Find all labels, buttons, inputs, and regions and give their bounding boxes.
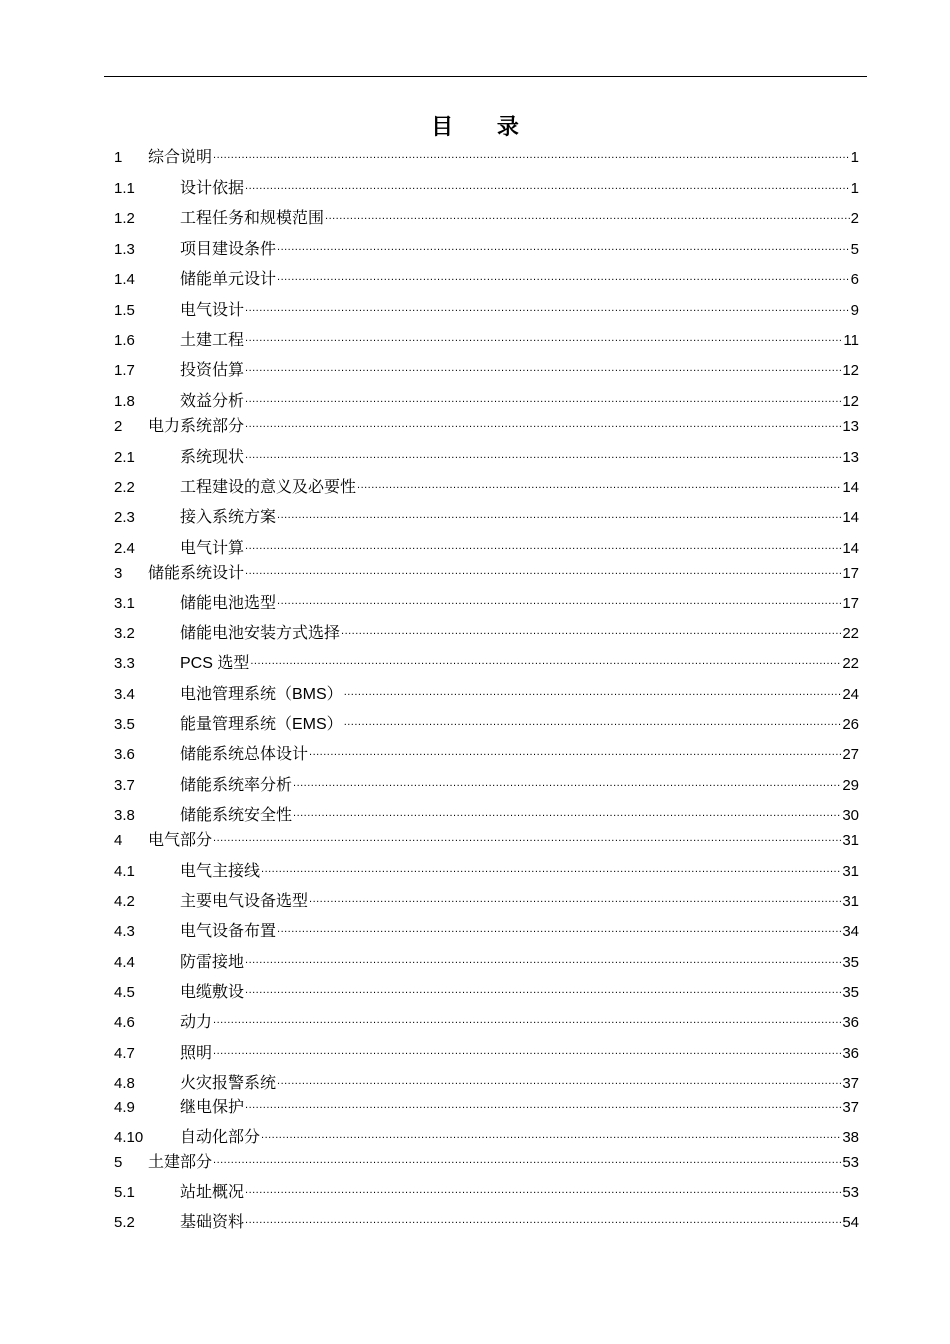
toc-dot-leader <box>245 561 841 581</box>
toc-entry-page: 22 <box>842 655 859 672</box>
header-rule <box>104 76 867 77</box>
toc-entry-page: 37 <box>842 1099 859 1116</box>
toc-entry-title: 效益分析 <box>180 393 245 410</box>
toc-entry-title: 主要电气设备选型 <box>180 893 309 910</box>
toc-entry-title: 电气主接线 <box>180 863 261 880</box>
toc-entry-page: 36 <box>842 1045 859 1062</box>
toc-entry[interactable] <box>114 920 859 942</box>
toc-entry-page: 22 <box>842 625 859 642</box>
toc-entry-number: 1.2 <box>114 210 135 227</box>
toc-entry-title: 土建部分 <box>148 1154 213 1171</box>
toc-entry-title: 电气设备布置 <box>180 923 277 940</box>
toc-entry-number: 3.1 <box>114 595 135 612</box>
toc-entry-page: 29 <box>842 777 859 794</box>
toc-entry-title: 电气计算 <box>180 540 245 557</box>
toc-dot-leader <box>245 298 850 318</box>
toc-entry-title: 储能系统率分析 <box>180 777 293 794</box>
toc-dot-leader <box>245 1210 841 1230</box>
toc-dot-leader <box>261 1125 841 1145</box>
toc-entry[interactable] <box>114 359 859 381</box>
toc-entry[interactable] <box>114 652 859 674</box>
toc-entry[interactable] <box>114 951 859 973</box>
toc-entry-page: 1 <box>850 149 859 166</box>
toc-entry-page: 53 <box>842 1184 859 1201</box>
toc-entry-title: 基础资料 <box>180 1214 245 1231</box>
toc-entry-number: 3.3 <box>114 655 135 672</box>
toc-entry-title: 系统现状 <box>180 449 245 466</box>
toc-entry[interactable] <box>114 446 859 468</box>
toc-entry-page: 31 <box>842 863 859 880</box>
toc-entry-number: 3 <box>114 565 123 582</box>
toc-entry-title: 接入系统方案 <box>180 509 277 526</box>
toc-entry-number: 5.1 <box>114 1184 135 1201</box>
toc-entry[interactable] <box>114 146 859 168</box>
toc-entry-page: 36 <box>842 1014 859 1031</box>
toc-entry-page: 37 <box>842 1075 859 1092</box>
toc-entry-title: 电力系统部分 <box>148 418 245 435</box>
toc-dot-leader <box>277 591 841 611</box>
toc-entry-page: 2 <box>850 210 859 227</box>
toc-entry-page: 5 <box>850 241 859 258</box>
toc-entry-title: PCS 选型 <box>180 655 250 672</box>
toc-dot-leader <box>245 1095 841 1115</box>
toc-dot-leader <box>277 1071 841 1091</box>
toc-entry-number: 2.2 <box>114 479 135 496</box>
toc-entry[interactable] <box>114 1042 859 1064</box>
toc-entry-title: 站址概况 <box>180 1184 245 1201</box>
toc-entry-number: 3.7 <box>114 777 135 794</box>
toc-entry[interactable] <box>114 177 859 199</box>
toc-entry-page: 34 <box>842 923 859 940</box>
toc-dot-leader <box>245 358 841 378</box>
toc-entry[interactable] <box>114 299 859 321</box>
toc-dot-leader <box>293 773 841 793</box>
toc-entry-page: 14 <box>842 509 859 526</box>
toc-dot-leader <box>245 445 841 465</box>
toc-dot-leader <box>325 206 850 226</box>
toc-entry[interactable] <box>114 622 859 644</box>
toc-entry-number: 2.3 <box>114 509 135 526</box>
toc-entry[interactable] <box>114 506 859 528</box>
toc-entry-number: 1.7 <box>114 362 135 379</box>
toc-entry[interactable] <box>114 981 859 1003</box>
toc-entry-number: 5.2 <box>114 1214 135 1231</box>
toc-dot-leader <box>357 475 841 495</box>
toc-entry-page: 26 <box>842 716 859 733</box>
toc-dot-leader <box>213 1010 841 1030</box>
toc-entry[interactable] <box>114 683 859 705</box>
toc-entry-page: 38 <box>842 1129 859 1146</box>
toc-entry-page: 13 <box>842 418 859 435</box>
toc-dot-leader <box>245 950 841 970</box>
toc-entry-number: 1.3 <box>114 241 135 258</box>
toc-dot-leader <box>250 651 841 671</box>
toc-entry-title: 继电保护 <box>180 1099 245 1116</box>
toc-entry-number: 1 <box>114 149 123 166</box>
toc-entry-title: 综合说明 <box>148 149 213 166</box>
toc-entry[interactable] <box>114 774 859 796</box>
toc-entry[interactable] <box>114 1072 859 1094</box>
toc-entry-title: 工程建设的意义及必要性 <box>180 479 357 496</box>
toc-entry-number: 2.1 <box>114 449 135 466</box>
toc-entry-number: 3.4 <box>114 686 135 703</box>
toc-entry-page: 12 <box>842 393 859 410</box>
toc-entry[interactable] <box>114 829 859 851</box>
toc-dot-leader <box>245 1180 841 1200</box>
toc-entry-page: 13 <box>842 449 859 466</box>
toc-entry-title: 火灾报警系统 <box>180 1075 277 1092</box>
toc-entry-title: 设计依据 <box>180 180 245 197</box>
toc-entry-title: 自动化部分 <box>180 1129 261 1146</box>
toc-entry-number: 4.3 <box>114 923 135 940</box>
toc-entry-page: 12 <box>842 362 859 379</box>
toc-entry-page: 54 <box>842 1214 859 1231</box>
toc-dot-leader <box>309 889 841 909</box>
toc-entry-page: 27 <box>842 746 859 763</box>
toc-entry-number: 5 <box>114 1154 123 1171</box>
toc-entry-number: 3.5 <box>114 716 135 733</box>
toc-dot-leader <box>245 328 842 348</box>
toc-entry[interactable] <box>114 592 859 614</box>
toc-entry-title: 电气设计 <box>180 302 245 319</box>
toc-entry-number: 4.7 <box>114 1045 135 1062</box>
toc-entry-title: 储能电池安装方式选择 <box>180 625 341 642</box>
toc-title: 目 录 <box>431 115 537 140</box>
toc-dot-leader <box>344 682 842 702</box>
toc-entry-title: 能量管理系统（EMS） <box>180 716 343 733</box>
toc-entry-number: 2.4 <box>114 540 135 557</box>
toc-dot-leader <box>293 803 841 823</box>
toc-entry-page: 17 <box>842 565 859 582</box>
toc-entry-title: 工程任务和规模范围 <box>180 210 325 227</box>
toc-dot-leader <box>341 621 841 641</box>
toc-entry[interactable] <box>114 238 859 260</box>
toc-entry[interactable] <box>114 329 859 351</box>
toc-entry-title: 防雷接地 <box>180 954 245 971</box>
toc-dot-leader <box>245 389 841 409</box>
toc-entry-title: 储能单元设计 <box>180 271 277 288</box>
toc-entry-page: 11 <box>843 332 859 349</box>
toc-entry-page: 53 <box>842 1154 859 1171</box>
toc-entry-number: 3.6 <box>114 746 135 763</box>
toc-entry-page: 35 <box>842 984 859 1001</box>
toc-entry-number: 3.8 <box>114 807 135 824</box>
toc-entry[interactable] <box>114 537 859 559</box>
toc-dot-leader <box>277 505 841 525</box>
toc-entry-page: 9 <box>850 302 859 319</box>
toc-dot-leader <box>245 980 841 1000</box>
toc-dot-leader <box>344 712 842 732</box>
toc-entry-title: 储能电池选型 <box>180 595 277 612</box>
toc-entry-number: 4.9 <box>114 1099 135 1116</box>
toc-entry[interactable] <box>114 860 859 882</box>
toc-dot-leader <box>213 1041 841 1061</box>
toc-dot-leader <box>245 536 841 556</box>
toc-entry[interactable] <box>114 1151 859 1173</box>
toc-entry-page: 14 <box>842 540 859 557</box>
toc-entry[interactable] <box>114 1211 859 1233</box>
toc-entry-page: 30 <box>842 807 859 824</box>
toc-entry[interactable] <box>114 804 859 826</box>
toc-entry-title: 电气部分 <box>148 832 213 849</box>
toc-entry[interactable] <box>114 743 859 765</box>
toc-entry-number: 4 <box>114 832 123 849</box>
toc-entry-page: 6 <box>850 271 859 288</box>
toc-entry[interactable] <box>114 476 859 498</box>
toc-entry[interactable] <box>114 268 859 290</box>
toc-entry-title: 项目建设条件 <box>180 241 277 258</box>
toc-entry-page: 24 <box>842 686 859 703</box>
toc-entry[interactable] <box>114 390 859 412</box>
toc-dot-leader <box>277 919 841 939</box>
toc-dot-leader <box>309 742 841 762</box>
toc-entry-title: 电缆敷设 <box>180 984 245 1001</box>
toc-entry[interactable] <box>114 713 859 735</box>
toc-entry[interactable] <box>114 1096 859 1118</box>
toc-entry-title: 储能系统设计 <box>148 565 245 582</box>
toc-entry-number: 1.8 <box>114 393 135 410</box>
toc-entry-title: 照明 <box>180 1045 213 1062</box>
toc-entry[interactable] <box>114 1126 859 1148</box>
toc-dot-leader <box>277 237 850 257</box>
toc-entry-page: 1 <box>850 180 859 197</box>
toc-dot-leader <box>213 1150 841 1170</box>
toc-entry-number: 1.1 <box>114 180 135 197</box>
toc-dot-leader <box>261 859 841 879</box>
toc-entry-number: 4.1 <box>114 863 135 880</box>
toc-dot-leader <box>277 267 850 287</box>
toc-entry-number: 4.4 <box>114 954 135 971</box>
toc-entry[interactable] <box>114 890 859 912</box>
toc-entry-title: 储能系统总体设计 <box>180 746 309 763</box>
toc-entry[interactable] <box>114 1181 859 1203</box>
toc-entry-page: 35 <box>842 954 859 971</box>
toc-entry-number: 4.2 <box>114 893 135 910</box>
toc-dot-leader <box>245 414 841 434</box>
toc-entry-number: 4.6 <box>114 1014 135 1031</box>
toc-entry-number: 1.6 <box>114 332 135 349</box>
toc-entry[interactable] <box>114 207 859 229</box>
toc-entry-title: 土建工程 <box>180 332 245 349</box>
toc-entry-title: 动力 <box>180 1014 213 1031</box>
toc-entry-number: 4.10 <box>114 1129 144 1146</box>
toc-entry-page: 31 <box>842 893 859 910</box>
toc-entry[interactable] <box>114 1011 859 1033</box>
toc-entry-number: 1.5 <box>114 302 135 319</box>
toc-entry-number: 4.8 <box>114 1075 135 1092</box>
toc-entry-page: 14 <box>842 479 859 496</box>
toc-entry[interactable] <box>114 415 859 437</box>
toc-entry-number: 1.4 <box>114 271 135 288</box>
toc-entry-title: 储能系统安全性 <box>180 807 293 824</box>
toc-entry-title: 电池管理系统（BMS） <box>180 686 343 703</box>
toc-entry-page: 31 <box>842 832 859 849</box>
toc-entry-number: 2 <box>114 418 123 435</box>
toc-dot-leader <box>213 828 841 848</box>
toc-dot-leader <box>213 145 850 165</box>
toc-entry-number: 3.2 <box>114 625 135 642</box>
toc-entry-number: 4.5 <box>114 984 135 1001</box>
toc-entry[interactable] <box>114 562 859 584</box>
toc-dot-leader <box>245 176 850 196</box>
toc-entry-title: 投资估算 <box>180 362 245 379</box>
toc-entry-page: 17 <box>842 595 859 612</box>
